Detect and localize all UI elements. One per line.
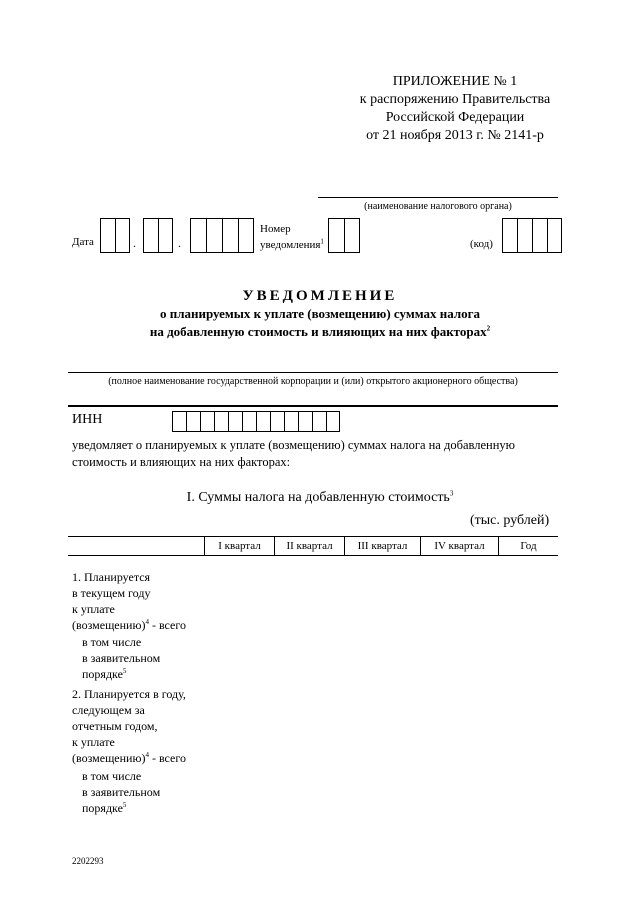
notice-number-label-1: Номер: [260, 223, 291, 235]
section-title-text: I. Суммы налога на добавленную стоимость: [186, 490, 450, 505]
document-subtitle-1: о планируемых к уплате (возмещению) суммах налога: [159, 306, 481, 321]
row1-footnote: 4: [145, 618, 149, 626]
annex-line-3: Российской Федерации: [385, 110, 525, 125]
table-row-1-label: [72, 569, 186, 633]
document-subtitle-2: [0, 324, 640, 340]
inn-label: ИНН: [72, 412, 103, 427]
org-name-line-2: [68, 405, 558, 407]
row1-line-1: 1. Планируется: [72, 570, 151, 584]
date-separator: .: [133, 236, 136, 250]
row2-sub-line-3: порядке: [82, 801, 123, 815]
row1-sub-line-1: в том числе: [82, 635, 142, 649]
units-label: (тыс. рублей): [470, 513, 550, 528]
tax-authority-line: [318, 197, 558, 198]
row1-sub-footnote: 5: [122, 667, 127, 675]
org-name-line: [68, 372, 558, 373]
annex-header: [330, 73, 580, 145]
tax-authority-caption: (наименование налогового органа): [364, 201, 512, 212]
notice-number-footnote: 1: [320, 237, 324, 246]
row2-line-5: (возмещению): [72, 751, 146, 765]
notice-text-line-1: уведомляет о планируемых к уплате (возмещению) суммах налога на добавленную: [72, 438, 515, 452]
title-footnote: 2: [486, 324, 491, 333]
date-separator-2: .: [178, 236, 181, 250]
document-title: УВЕДОМЛЕНИЕ: [242, 288, 398, 304]
row2-line-3: отчетным годом,: [72, 719, 158, 733]
annex-line-1: ПРИЛОЖЕНИЕ № 1: [392, 74, 518, 89]
date-month-cells[interactable]: [143, 218, 173, 253]
header-q1: I квартал: [204, 537, 274, 555]
row2-line-2: следующем за: [72, 703, 145, 717]
notice-number-label-2: уведомления: [260, 239, 321, 251]
date-year-cells[interactable]: [190, 218, 254, 253]
table-row-1-sub-label: [82, 634, 160, 682]
date-label: Дата: [72, 236, 94, 248]
table-row-2-label: [72, 686, 186, 766]
row1-line-3: к уплате: [72, 602, 115, 616]
row2-line-5-suffix: - всего: [148, 751, 186, 765]
org-name-caption: (полное наименование государственной корпорации и (или) открытого акционерного общества): [108, 376, 518, 387]
header-q2: II квартал: [274, 537, 344, 555]
row2-sub-footnote: 5: [122, 801, 127, 809]
footer-code: 2202293: [72, 856, 104, 866]
row2-line-1: 2. Планируется в году,: [72, 687, 186, 701]
row2-footnote: 4: [145, 751, 149, 759]
code-cells[interactable]: [502, 218, 562, 253]
annex-line-2: к распоряжению Правительства: [359, 92, 551, 107]
section-title: [0, 490, 640, 506]
date-day-cells[interactable]: [100, 218, 130, 253]
annex-line-4: от 21 ноября 2013 г. № 2141-р: [366, 128, 544, 143]
row1-line-2: в текущем году: [72, 586, 151, 600]
notice-number-label: [260, 221, 324, 253]
notice-text-line-2: стоимость и влияющих на них факторах:: [72, 455, 291, 469]
section-title-footnote: 3: [449, 489, 454, 498]
row1-sub-line-2: в заявительном: [82, 651, 161, 665]
row2-sub-line-2: в заявительном: [82, 785, 161, 799]
row2-line-4: к уплате: [72, 735, 115, 749]
row1-line-4-suffix: - всего: [148, 618, 186, 632]
code-label: (код): [470, 238, 493, 250]
notice-number-cells[interactable]: [328, 218, 360, 253]
row1-line-4: (возмещению): [72, 618, 146, 632]
row1-sub-line-3: порядке: [82, 667, 123, 681]
table-row-2-sub-label: [82, 768, 160, 816]
inn-cells[interactable]: [172, 411, 340, 432]
notice-text: [72, 437, 515, 471]
header-year: Год: [498, 537, 558, 555]
header-q3: III квартал: [344, 537, 420, 555]
document-subtitle-2-text: на добавленную стоимость и влияющих на них факторах: [149, 324, 487, 339]
header-q4: IV квартал: [420, 537, 498, 555]
row2-sub-line-1: в том числе: [82, 769, 142, 783]
table-header: [68, 536, 558, 556]
